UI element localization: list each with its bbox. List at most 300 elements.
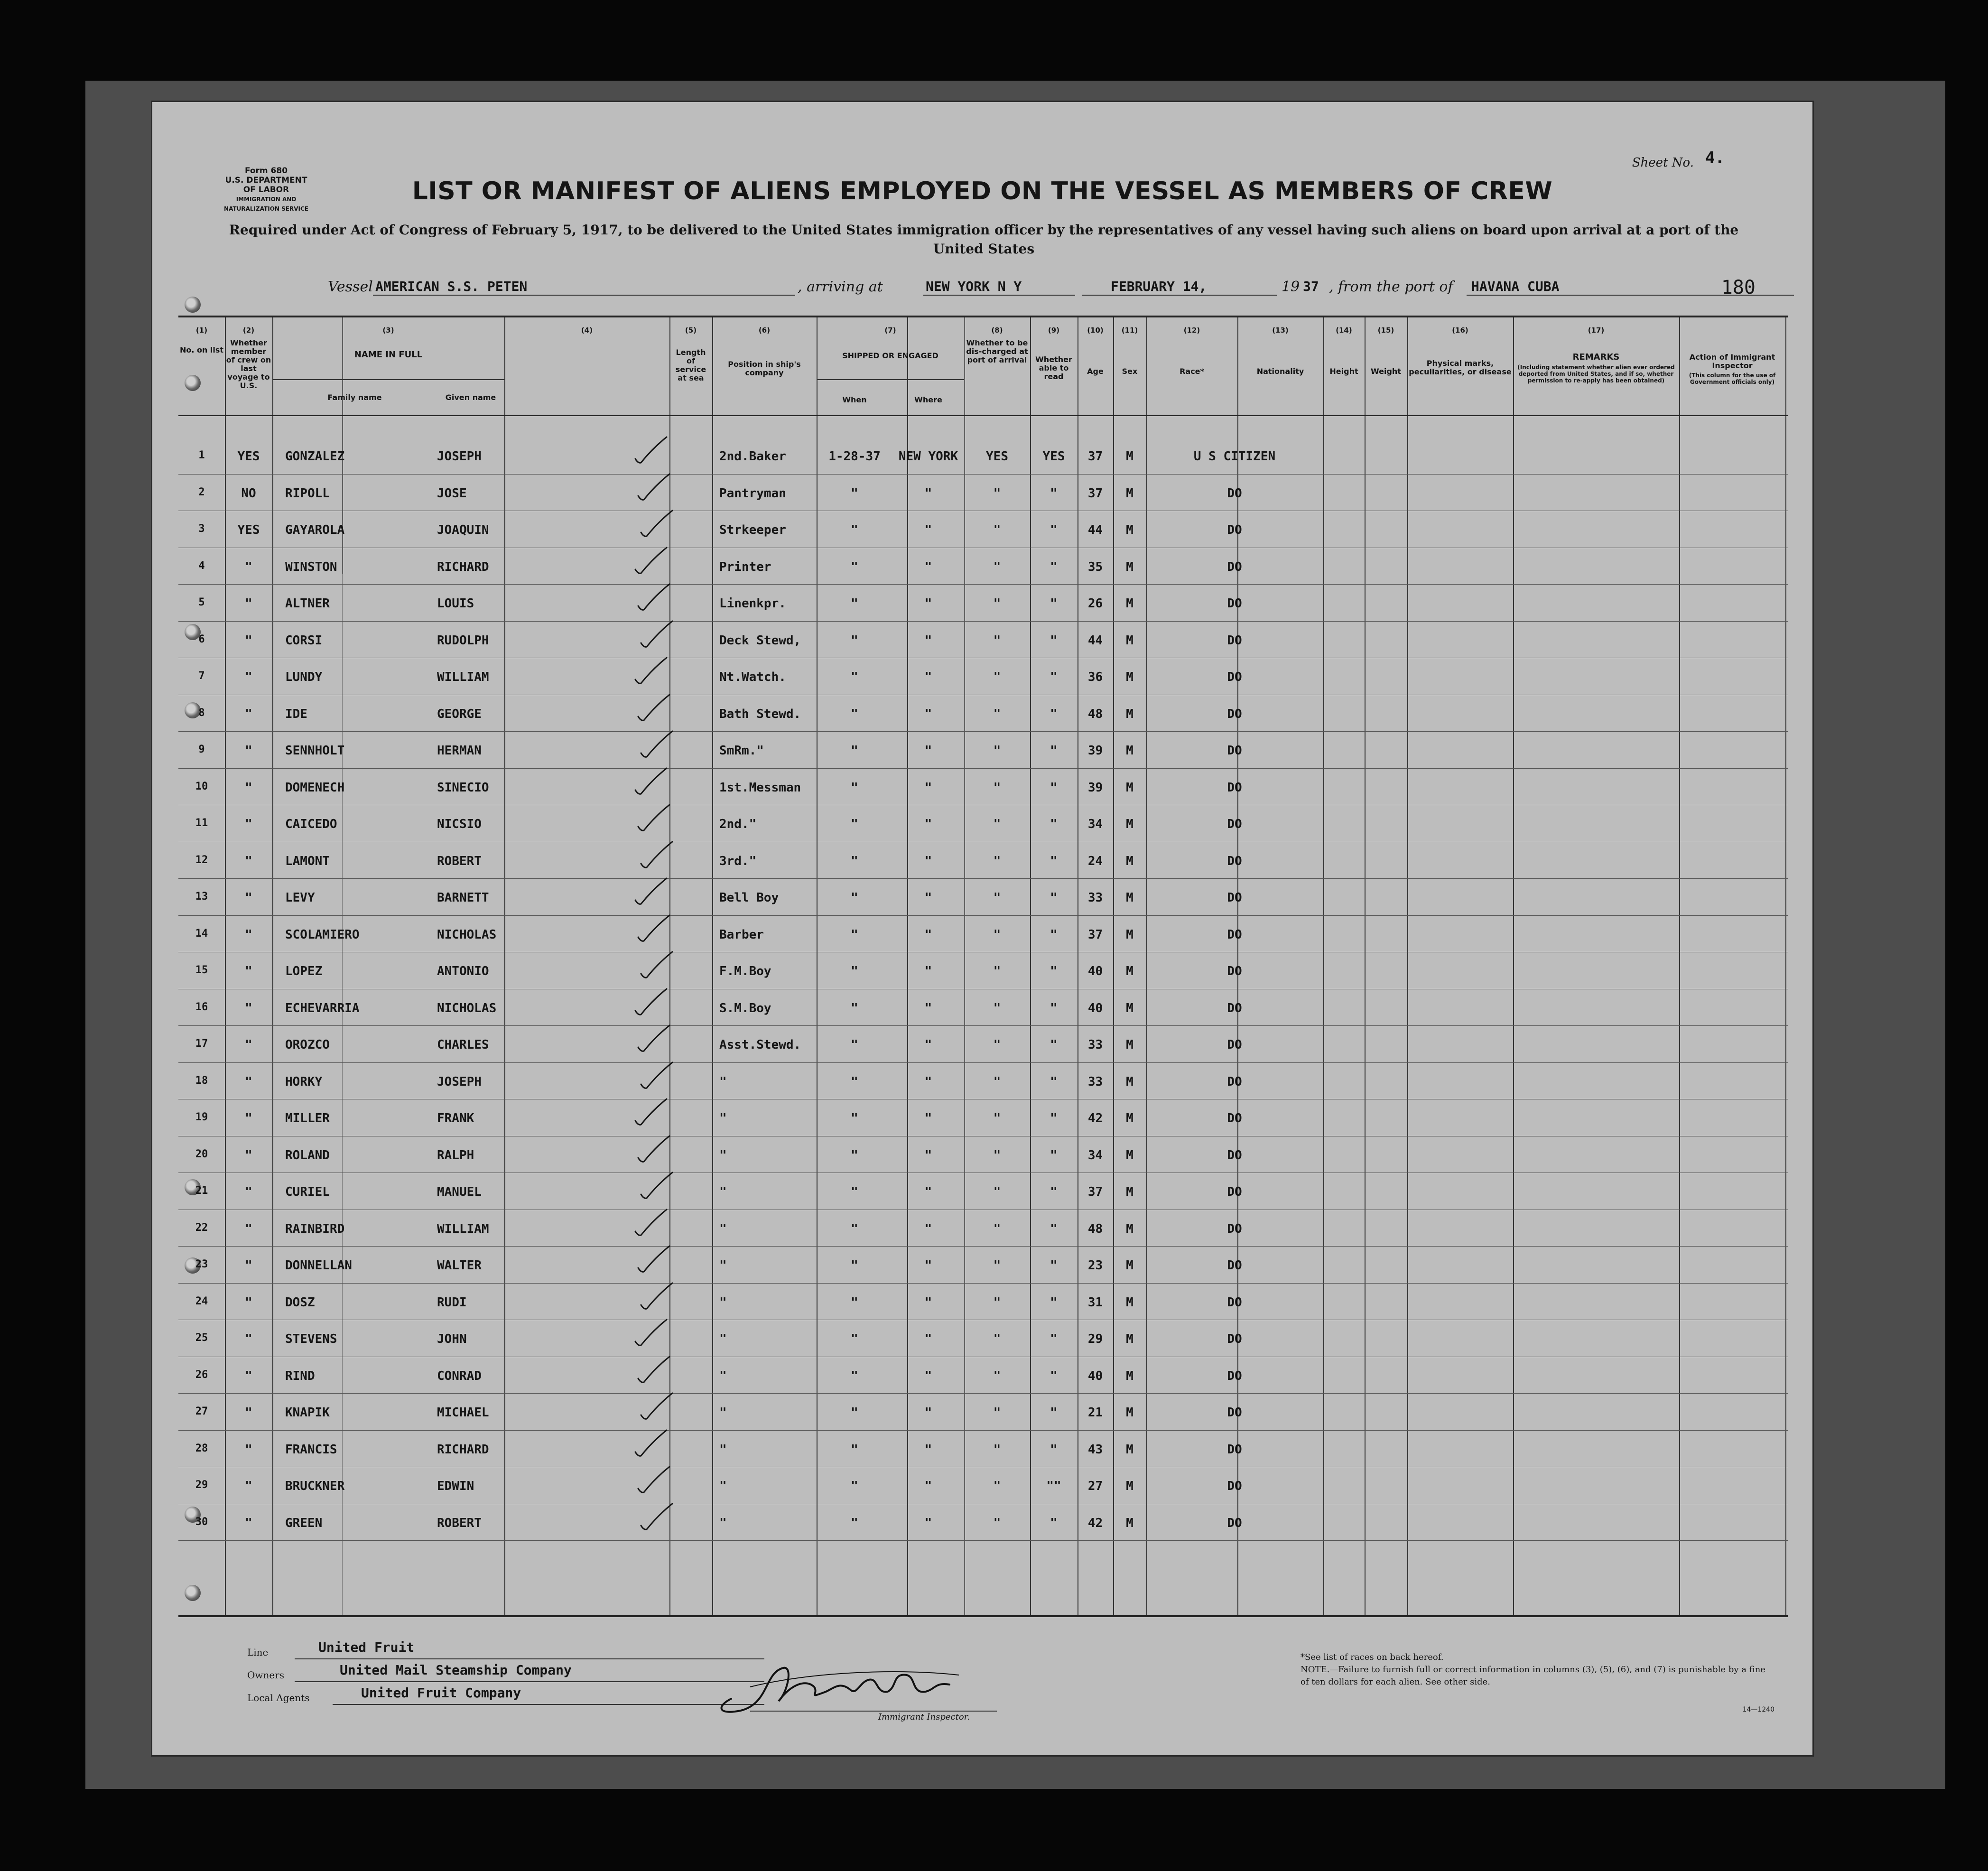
row-shipped-when: " bbox=[851, 1406, 858, 1420]
row-number: 4 bbox=[198, 559, 205, 572]
table-row bbox=[178, 1029, 1788, 1066]
check-mark-icon bbox=[632, 1317, 669, 1350]
row-able-to-read: YES bbox=[1042, 449, 1065, 464]
row-member-last-voyage: " bbox=[245, 1516, 252, 1530]
row-shipped-where: " bbox=[924, 744, 932, 758]
col-num-2: (2) bbox=[242, 326, 255, 335]
row-age: 26 bbox=[1087, 596, 1103, 611]
row-family-name: LAMONT bbox=[285, 854, 330, 868]
row-able-to-read: " bbox=[1050, 1001, 1058, 1015]
department-name: U.S. DEPARTMENT OF LABOR bbox=[225, 176, 307, 195]
row-number: 14 bbox=[195, 927, 208, 940]
row-age: 21 bbox=[1087, 1406, 1103, 1420]
row-race: DO bbox=[1227, 964, 1242, 978]
row-able-to-read: " bbox=[1050, 1516, 1058, 1530]
row-family-name: HORKY bbox=[285, 1074, 323, 1089]
row-able-to-read: " bbox=[1050, 707, 1058, 721]
row-shipped-where: " bbox=[924, 1038, 932, 1052]
row-discharged: " bbox=[993, 891, 1001, 905]
row-family-name: CURIEL bbox=[285, 1185, 330, 1199]
row-race: DO bbox=[1227, 1479, 1242, 1493]
row-given-name: SINECIO bbox=[437, 780, 489, 795]
row-shipped-when: " bbox=[851, 596, 858, 611]
row-race: DO bbox=[1227, 707, 1242, 721]
row-number: 10 bbox=[195, 780, 208, 792]
row-discharged: " bbox=[993, 633, 1001, 648]
row-sex: M bbox=[1126, 1516, 1133, 1530]
row-family-name: GREEN bbox=[285, 1516, 323, 1530]
row-shipped-when: " bbox=[851, 1001, 858, 1015]
table-row bbox=[178, 1434, 1788, 1471]
from-port-label: , from the port of bbox=[1329, 279, 1453, 295]
row-shipped-where: " bbox=[924, 670, 932, 684]
row-shipped-when: " bbox=[851, 1185, 858, 1199]
table-row bbox=[178, 551, 1788, 588]
row-shipped-where: " bbox=[924, 1221, 932, 1236]
row-discharged: " bbox=[993, 707, 1001, 721]
row-family-name: SCOLAMIERO bbox=[285, 927, 360, 942]
check-mark-icon bbox=[634, 581, 672, 614]
row-member-last-voyage: " bbox=[245, 1001, 252, 1015]
row-sex: M bbox=[1126, 1295, 1133, 1310]
table-row bbox=[178, 1323, 1788, 1360]
check-mark-icon bbox=[637, 1501, 675, 1534]
col-num-3: (3) bbox=[382, 326, 394, 335]
row-sex: M bbox=[1126, 817, 1133, 831]
row-sex: M bbox=[1126, 523, 1133, 537]
row-number: 26 bbox=[195, 1368, 208, 1381]
header-able-to-read: Whether able to read bbox=[1035, 355, 1072, 381]
row-number: 18 bbox=[195, 1074, 208, 1087]
row-shipped-where: " bbox=[924, 559, 932, 574]
row-family-name: OROZCO bbox=[285, 1038, 330, 1052]
arrival-date: FEBRUARY 14, bbox=[1111, 279, 1207, 294]
row-age: 40 bbox=[1087, 1368, 1103, 1383]
row-number: 11 bbox=[195, 817, 208, 829]
row-shipped-where: " bbox=[924, 486, 932, 501]
row-given-name: EDWIN bbox=[437, 1479, 474, 1493]
row-family-name: DOMENECH bbox=[285, 780, 345, 795]
row-member-last-voyage: " bbox=[245, 744, 252, 758]
header-where: Where bbox=[914, 395, 942, 404]
row-shipped-when: " bbox=[851, 486, 858, 501]
row-given-name: FRANK bbox=[437, 1111, 474, 1126]
row-able-to-read: " bbox=[1050, 670, 1058, 684]
row-able-to-read: " bbox=[1050, 817, 1058, 831]
row-race: DO bbox=[1227, 854, 1242, 868]
row-position: 3rd." bbox=[719, 854, 757, 868]
row-shipped-when: " bbox=[851, 1479, 858, 1493]
row-position: F.M.Boy bbox=[719, 964, 771, 978]
row-shipped-where: " bbox=[924, 1258, 932, 1273]
row-family-name: SENNHOLT bbox=[285, 744, 345, 758]
row-number: 24 bbox=[195, 1295, 208, 1307]
check-mark-icon bbox=[637, 508, 675, 541]
row-able-to-read: " bbox=[1050, 486, 1058, 501]
row-discharged: " bbox=[993, 744, 1001, 758]
row-discharged: " bbox=[993, 523, 1001, 537]
row-age: 42 bbox=[1087, 1516, 1103, 1530]
row-member-last-voyage: " bbox=[245, 817, 252, 831]
header-remarks: REMARKS bbox=[1572, 352, 1620, 362]
row-member-last-voyage: " bbox=[245, 1221, 252, 1236]
check-mark-icon bbox=[634, 692, 672, 725]
row-discharged: " bbox=[993, 1038, 1001, 1052]
col-num-5: (5) bbox=[685, 326, 697, 335]
row-race: DO bbox=[1227, 1038, 1242, 1052]
row-sex: M bbox=[1126, 1185, 1133, 1199]
row-family-name: LUNDY bbox=[285, 670, 323, 684]
row-given-name: JOAQUIN bbox=[437, 523, 489, 537]
col-num-6: (6) bbox=[758, 326, 771, 335]
row-able-to-read: " bbox=[1050, 1038, 1058, 1052]
check-mark-icon bbox=[632, 986, 669, 1019]
year-prefix: 19 bbox=[1282, 279, 1300, 295]
year-value: 37 bbox=[1303, 279, 1319, 294]
row-position: SmRm." bbox=[719, 744, 764, 758]
row-position: 1st.Messman bbox=[719, 780, 801, 795]
row-sex: M bbox=[1126, 1368, 1133, 1383]
row-member-last-voyage: " bbox=[245, 1295, 252, 1310]
header-height: Height bbox=[1329, 367, 1358, 376]
table-row bbox=[178, 1360, 1788, 1397]
row-sex: M bbox=[1126, 1258, 1133, 1273]
row-sex: M bbox=[1126, 596, 1133, 611]
row-shipped-when: " bbox=[851, 1038, 858, 1052]
row-family-name: STEVENS bbox=[285, 1332, 337, 1346]
check-mark-icon bbox=[634, 471, 672, 504]
row-position: Bell Boy bbox=[719, 891, 779, 905]
row-sex: M bbox=[1126, 486, 1133, 501]
row-race: DO bbox=[1227, 1074, 1242, 1089]
row-shipped-when: " bbox=[851, 559, 858, 574]
row-given-name: JOSEPH bbox=[437, 449, 482, 464]
table-row bbox=[178, 1066, 1788, 1103]
row-age: 34 bbox=[1087, 1148, 1103, 1163]
row-sex: M bbox=[1126, 964, 1133, 978]
row-position: " bbox=[719, 1479, 727, 1493]
table-row bbox=[178, 1250, 1788, 1287]
row-shipped-where: " bbox=[924, 964, 932, 978]
row-shipped-where: " bbox=[924, 891, 932, 905]
row-number: 13 bbox=[195, 891, 208, 903]
row-shipped-when: " bbox=[851, 744, 858, 758]
col-num-11: (11) bbox=[1121, 326, 1138, 335]
row-sex: M bbox=[1126, 854, 1133, 868]
table-row bbox=[178, 772, 1788, 809]
row-given-name: NICHOLAS bbox=[437, 927, 497, 942]
row-position: " bbox=[719, 1185, 727, 1199]
row-sex: M bbox=[1126, 707, 1133, 721]
row-race: DO bbox=[1227, 927, 1242, 942]
row-shipped-where: " bbox=[924, 633, 932, 648]
row-age: 44 bbox=[1087, 523, 1103, 537]
row-age: 48 bbox=[1087, 1221, 1103, 1236]
row-given-name: MANUEL bbox=[437, 1185, 482, 1199]
check-mark-icon bbox=[632, 1207, 669, 1240]
check-mark-icon bbox=[634, 1243, 672, 1276]
row-member-last-voyage: " bbox=[245, 596, 252, 611]
row-discharged: " bbox=[993, 927, 1001, 942]
check-mark-icon bbox=[632, 655, 669, 688]
row-number: 29 bbox=[195, 1479, 208, 1491]
row-shipped-when: " bbox=[851, 1516, 858, 1530]
row-discharged: " bbox=[993, 854, 1001, 868]
row-member-last-voyage: " bbox=[245, 964, 252, 978]
row-family-name: ALTNER bbox=[285, 596, 330, 611]
row-age: 39 bbox=[1087, 744, 1103, 758]
row-discharged: " bbox=[993, 670, 1001, 684]
line-label: Line bbox=[247, 1647, 269, 1658]
row-family-name: LEVY bbox=[285, 891, 315, 905]
table-row bbox=[178, 625, 1788, 662]
row-member-last-voyage: YES bbox=[237, 449, 260, 464]
row-position: " bbox=[719, 1074, 727, 1089]
row-given-name: RUDOLPH bbox=[437, 633, 489, 648]
row-age: 44 bbox=[1087, 633, 1103, 648]
footer-note bbox=[1301, 1651, 1775, 1688]
row-number: 1 bbox=[198, 449, 205, 461]
header-sex: Sex bbox=[1122, 367, 1138, 376]
row-number: 16 bbox=[195, 1001, 208, 1013]
check-mark-icon bbox=[634, 1464, 672, 1497]
row-given-name: ANTONIO bbox=[437, 964, 489, 978]
row-able-to-read: " bbox=[1050, 854, 1058, 868]
row-member-last-voyage: " bbox=[245, 707, 252, 721]
row-family-name: DONNELLAN bbox=[285, 1258, 352, 1273]
table-row bbox=[178, 1471, 1788, 1508]
vessel-line bbox=[152, 274, 1812, 298]
row-shipped-when: " bbox=[851, 1442, 858, 1457]
col-num-17: (17) bbox=[1588, 326, 1605, 335]
row-age: 24 bbox=[1087, 854, 1103, 868]
check-mark-icon bbox=[637, 1280, 675, 1313]
row-given-name: WILLIAM bbox=[437, 1221, 489, 1236]
row-race: DO bbox=[1227, 1406, 1242, 1420]
row-shipped-when: 1-28-37 bbox=[828, 449, 881, 464]
table-row bbox=[178, 956, 1788, 993]
row-able-to-read: " bbox=[1050, 1442, 1058, 1457]
header-name-in-full: NAME IN FULL bbox=[354, 350, 423, 360]
row-race: DO bbox=[1227, 1516, 1242, 1530]
col-num-13: (13) bbox=[1272, 326, 1289, 335]
row-discharged: " bbox=[993, 780, 1001, 795]
row-given-name: RUDI bbox=[437, 1295, 467, 1310]
col-num-15: (15) bbox=[1377, 326, 1394, 335]
table-row bbox=[178, 846, 1788, 883]
check-mark-icon bbox=[637, 1170, 675, 1203]
row-race: DO bbox=[1227, 1442, 1242, 1457]
row-shipped-where: " bbox=[924, 1332, 932, 1346]
check-mark-icon bbox=[637, 839, 675, 872]
owners-value: United Mail Steamship Company bbox=[340, 1662, 572, 1678]
row-given-name: ROBERT bbox=[437, 854, 482, 868]
row-age: 29 bbox=[1087, 1332, 1103, 1346]
row-race: DO bbox=[1227, 486, 1242, 501]
row-position: Deck Stewd, bbox=[719, 633, 801, 648]
col-num-14: (14) bbox=[1336, 326, 1352, 335]
row-race: DO bbox=[1227, 670, 1242, 684]
row-number: 3 bbox=[198, 523, 205, 535]
row-family-name: CORSI bbox=[285, 633, 323, 648]
binder-hole bbox=[185, 297, 201, 313]
row-discharged: " bbox=[993, 1479, 1001, 1493]
row-given-name: NICSIO bbox=[437, 817, 482, 831]
row-discharged: " bbox=[993, 1406, 1001, 1420]
row-shipped-when: " bbox=[851, 633, 858, 648]
form-code: 14—1240 bbox=[1742, 1706, 1774, 1713]
col-num-4: (4) bbox=[581, 326, 593, 335]
header-age: Age bbox=[1087, 367, 1104, 376]
table-row bbox=[178, 1176, 1788, 1213]
row-sex: M bbox=[1126, 1442, 1133, 1457]
row-age: 37 bbox=[1087, 486, 1103, 501]
row-race: DO bbox=[1227, 559, 1242, 574]
header-physical-marks: Physical marks, peculiarities, or disease bbox=[1409, 359, 1512, 376]
row-sex: M bbox=[1126, 449, 1133, 464]
row-position: Nt.Watch. bbox=[719, 670, 786, 684]
check-mark-icon bbox=[634, 802, 672, 835]
table-row bbox=[178, 698, 1788, 735]
row-member-last-voyage: " bbox=[245, 1368, 252, 1383]
row-given-name: JOSE bbox=[437, 486, 467, 501]
row-family-name: BRUCKNER bbox=[285, 1479, 345, 1493]
check-mark-icon bbox=[632, 875, 669, 909]
row-sex: M bbox=[1126, 927, 1133, 942]
row-shipped-where: " bbox=[924, 1406, 932, 1420]
row-able-to-read: " bbox=[1050, 964, 1058, 978]
row-shipped-when: " bbox=[851, 523, 858, 537]
row-family-name: FRANCIS bbox=[285, 1442, 337, 1457]
row-shipped-when: " bbox=[851, 1221, 858, 1236]
row-race: DO bbox=[1227, 1332, 1242, 1346]
row-discharged: " bbox=[993, 1221, 1001, 1236]
row-sex: M bbox=[1126, 1038, 1133, 1052]
row-sex: M bbox=[1126, 1221, 1133, 1236]
row-able-to-read: " bbox=[1050, 1332, 1058, 1346]
row-shipped-when: " bbox=[851, 891, 858, 905]
row-race: DO bbox=[1227, 1185, 1242, 1199]
row-age: 33 bbox=[1087, 1074, 1103, 1089]
row-discharged: " bbox=[993, 596, 1001, 611]
row-shipped-where: " bbox=[924, 1001, 932, 1015]
row-number: 7 bbox=[198, 670, 205, 682]
row-sex: M bbox=[1126, 744, 1133, 758]
row-able-to-read: " bbox=[1050, 633, 1058, 648]
table-row bbox=[178, 478, 1788, 515]
row-shipped-where: " bbox=[924, 927, 932, 942]
row-number: 15 bbox=[195, 964, 208, 976]
row-family-name: CAICEDO bbox=[285, 817, 337, 831]
row-member-last-voyage: " bbox=[245, 1258, 252, 1273]
row-member-last-voyage: " bbox=[245, 927, 252, 942]
row-family-name: KNAPIK bbox=[285, 1406, 330, 1420]
row-family-name: ROLAND bbox=[285, 1148, 330, 1163]
row-given-name: RICHARD bbox=[437, 559, 489, 574]
row-member-last-voyage: YES bbox=[237, 523, 260, 537]
row-race: DO bbox=[1227, 1111, 1242, 1126]
row-sex: M bbox=[1126, 1111, 1133, 1126]
row-position: Printer bbox=[719, 559, 771, 574]
row-shipped-where: " bbox=[924, 1479, 932, 1493]
row-position: " bbox=[719, 1516, 727, 1530]
header-family-name: Family name bbox=[327, 393, 382, 402]
row-shipped-where: " bbox=[924, 1442, 932, 1457]
row-family-name: RIND bbox=[285, 1368, 315, 1383]
row-discharged: " bbox=[993, 1148, 1001, 1163]
footer-note-fine: NOTE.—Failure to furnish full or correct information in columns (3), (5), (6), and (7) is punishable by a fine of ten dollars for each alien. See other side. bbox=[1301, 1665, 1765, 1687]
row-given-name: GEORGE bbox=[437, 707, 482, 721]
row-position: Linenkpr. bbox=[719, 596, 786, 611]
row-family-name: GONZALEZ bbox=[285, 449, 345, 464]
table-body bbox=[178, 317, 1788, 1615]
row-shipped-when: " bbox=[851, 1368, 858, 1383]
row-discharged: " bbox=[993, 559, 1001, 574]
row-age: 27 bbox=[1087, 1479, 1103, 1493]
check-mark-icon bbox=[632, 545, 669, 578]
row-member-last-voyage: " bbox=[245, 1406, 252, 1420]
row-position: " bbox=[719, 1368, 727, 1383]
row-number: 9 bbox=[198, 744, 205, 755]
row-number: 23 bbox=[195, 1258, 208, 1270]
inspector-signature bbox=[712, 1654, 997, 1720]
table-row bbox=[178, 1508, 1788, 1545]
header-discharged: Whether to be dis-charged at port of arrival bbox=[966, 338, 1028, 364]
header-nationality: Nationality bbox=[1256, 367, 1304, 376]
footer-note-races: *See list of races on back hereof. bbox=[1301, 1652, 1444, 1662]
row-position: Strkeeper bbox=[719, 523, 786, 537]
header-length-service: Length of service at sea bbox=[675, 348, 706, 382]
row-family-name: IDE bbox=[285, 707, 307, 721]
row-discharged: " bbox=[993, 1074, 1001, 1089]
check-mark-icon bbox=[637, 949, 675, 982]
page-subtitle: Required under Act of Congress of February 5, 1917, to be delivered to the United States immigration officer by the representatives of any vessel having such aliens on board upon arrival at a port of the United States bbox=[229, 222, 1739, 257]
row-position: " bbox=[719, 1258, 727, 1273]
check-mark-icon bbox=[634, 1133, 672, 1166]
row-sex: M bbox=[1126, 559, 1133, 574]
row-sex: M bbox=[1126, 780, 1133, 795]
row-position: 2nd." bbox=[719, 817, 757, 831]
row-race: DO bbox=[1227, 1221, 1242, 1236]
row-shipped-when: " bbox=[851, 1295, 858, 1310]
row-family-name: WINSTON bbox=[285, 559, 337, 574]
row-number: 2 bbox=[198, 486, 205, 498]
row-discharged: YES bbox=[986, 449, 1008, 464]
row-shipped-where: " bbox=[924, 1185, 932, 1199]
row-number: 27 bbox=[195, 1406, 208, 1417]
row-given-name: RALPH bbox=[437, 1148, 474, 1163]
row-able-to-read: " bbox=[1050, 1111, 1058, 1126]
row-given-name: CHARLES bbox=[437, 1038, 489, 1052]
row-age: 39 bbox=[1087, 780, 1103, 795]
col-num-9: (9) bbox=[1048, 326, 1060, 335]
row-position: Pantryman bbox=[719, 486, 786, 501]
row-shipped-when: " bbox=[851, 1332, 858, 1346]
header-given-name: Given name bbox=[445, 393, 496, 402]
row-member-last-voyage: " bbox=[245, 1038, 252, 1052]
service-name: IMMIGRATION AND NATURALIZATION SERVICE bbox=[224, 196, 308, 212]
row-race: DO bbox=[1227, 523, 1242, 537]
row-number: 12 bbox=[195, 854, 208, 866]
table-row bbox=[178, 514, 1788, 551]
row-member-last-voyage: " bbox=[245, 1442, 252, 1457]
row-race: DO bbox=[1227, 1295, 1242, 1310]
col-num-1: (1) bbox=[195, 326, 208, 335]
table-row bbox=[178, 809, 1788, 846]
row-given-name: BARNETT bbox=[437, 891, 489, 905]
stamp-number: 180 bbox=[1721, 277, 1756, 298]
row-shipped-where: " bbox=[924, 817, 932, 831]
